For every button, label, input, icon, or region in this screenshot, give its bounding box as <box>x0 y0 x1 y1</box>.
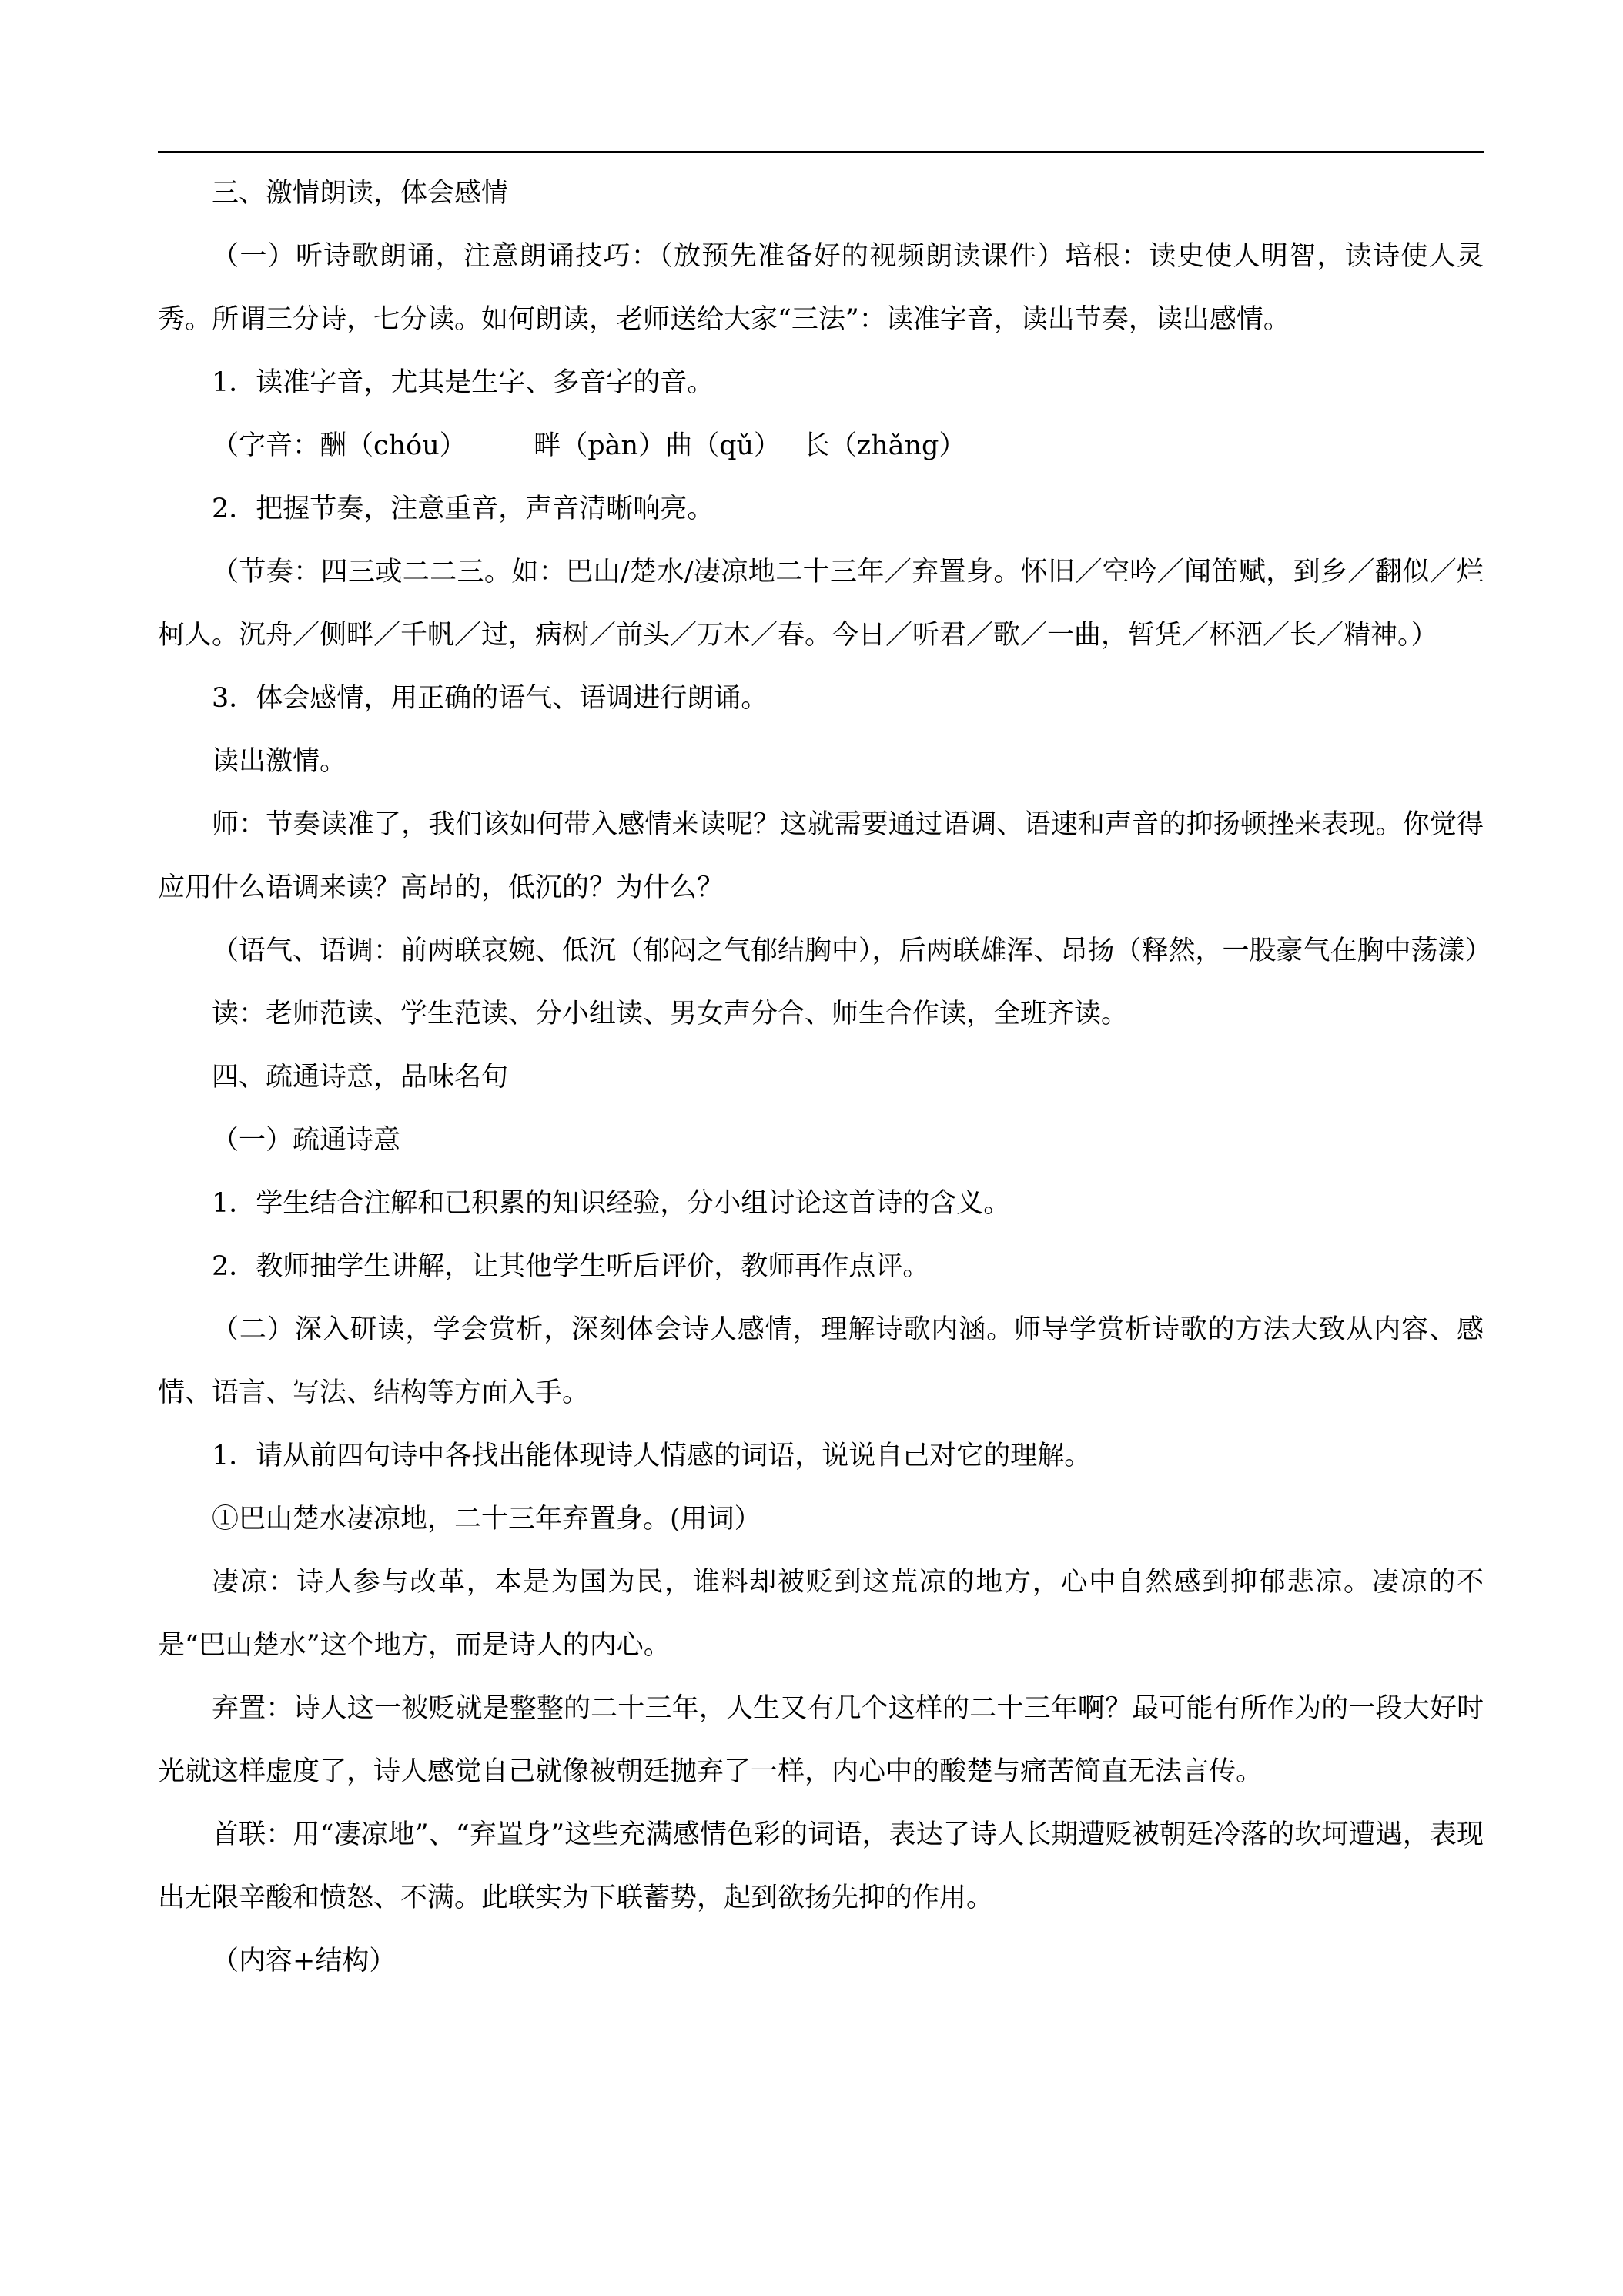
list-item: 3．体会感情，用正确的语气、语调进行朗诵。 <box>212 683 768 714</box>
rhythm-note: （节奏：四三或二二三。如：巴山/楚水/凄凉地二十三年／弃置身。怀旧／空吟／闻笛赋，到乡／翻似／烂柯人。沉舟／侧畔／千帆／过，病树／前头／万木／春。今日／听君／歌／一曲，暂凭／杯酒／长／精神。） <box>158 557 1484 651</box>
paragraph: 读出激情。 <box>212 746 347 777</box>
list-item: 1．请从前四句诗中各找出能体现诗人情感的词语，说说自己对它的理解。 <box>212 1441 1092 1471</box>
paragraph: （一）听诗歌朗诵，注意朗诵技巧：（放预先准备好的视频朗读课件）培根：读史使人明智，读诗使人灵秀。所谓三分诗，七分读。如何朗读，老师送给大家“三法”：读准字音，读出节奏，读出感情。 <box>158 241 1484 335</box>
section-heading-4: 四、疏通诗意，品味名句 <box>212 1062 509 1093</box>
paragraph: （内容+结构） <box>212 1946 397 1976</box>
paragraph: 凄凉：诗人参与改革，本是为国为民，谁料却被贬到这荒凉的地方，心中自然感到抑郁悲凉。凄凉的不是“巴山楚水”这个地方，而是诗人的内心。 <box>158 1567 1484 1661</box>
section-heading-3: 三、激情朗读，体会感情 <box>212 178 509 209</box>
list-item: 2．把握节奏，注意重音，声音清晰响亮。 <box>212 494 714 524</box>
list-item: 2．教师抽学生讲解，让其他学生听后评价，教师再作点评。 <box>212 1251 930 1282</box>
paragraph: 师：节奏读准了，我们该如何带入感情来读呢？这就需要通过语调、语速和声音的抑扬顿挫来表现。你觉得应用什么语调来读？高昂的，低沉的？为什么？ <box>158 809 1484 903</box>
subsection-paragraph: （二）深入研读，学会赏析，深刻体会诗人感情，理解诗歌内涵。师导学赏析诗歌的方法大致从内容、感情、语言、写法、结构等方面入手。 <box>158 1314 1484 1408</box>
paragraph: 首联：用“凄凉地”、“弃置身”这些充满感情色彩的词语，表达了诗人长期遭贬被朝廷冷落的坎坷遭遇，表现出无限辛酸和愤怒、不满。此联实为下联蓄势，起到欲扬先抑的作用。 <box>158 1819 1484 1913</box>
list-item: 1．学生结合注解和已积累的知识经验，分小组讨论这首诗的含义。 <box>212 1188 1011 1219</box>
poem-line: ①巴山楚水凄凉地，二十三年弃置身。(用词） <box>212 1504 761 1535</box>
document-body <box>158 162 1492 1993</box>
header-rule <box>158 151 1484 153</box>
paragraph: 读：老师范读、学生范读、分小组读、男女声分合、师生合作读，全班齐读。 <box>212 999 1129 1029</box>
paragraph: 弃置：诗人这一被贬就是整整的二十三年，人生又有几个这样的二十三年啊？最可能有所作为的一段大好时光就这样虚度了，诗人感觉自己就像被朝廷抛弃了一样，内心中的酸楚与痛苦简直无法言传。 <box>158 1693 1484 1787</box>
pronunciation-note: （字音：酬（chóu） 畔（pàn）曲（qǔ） 长（zhǎng） <box>212 430 966 461</box>
subsection-heading: （一）疏通诗意 <box>212 1125 401 1156</box>
paragraph: （语气、语调：前两联哀婉、低沉（郁闷之气郁结胸中），后两联雄浑、昂扬（释然，一股豪气在胸中荡漾） <box>212 935 1492 966</box>
list-item: 1．读准字音，尤其是生字、多音字的音。 <box>212 367 714 398</box>
